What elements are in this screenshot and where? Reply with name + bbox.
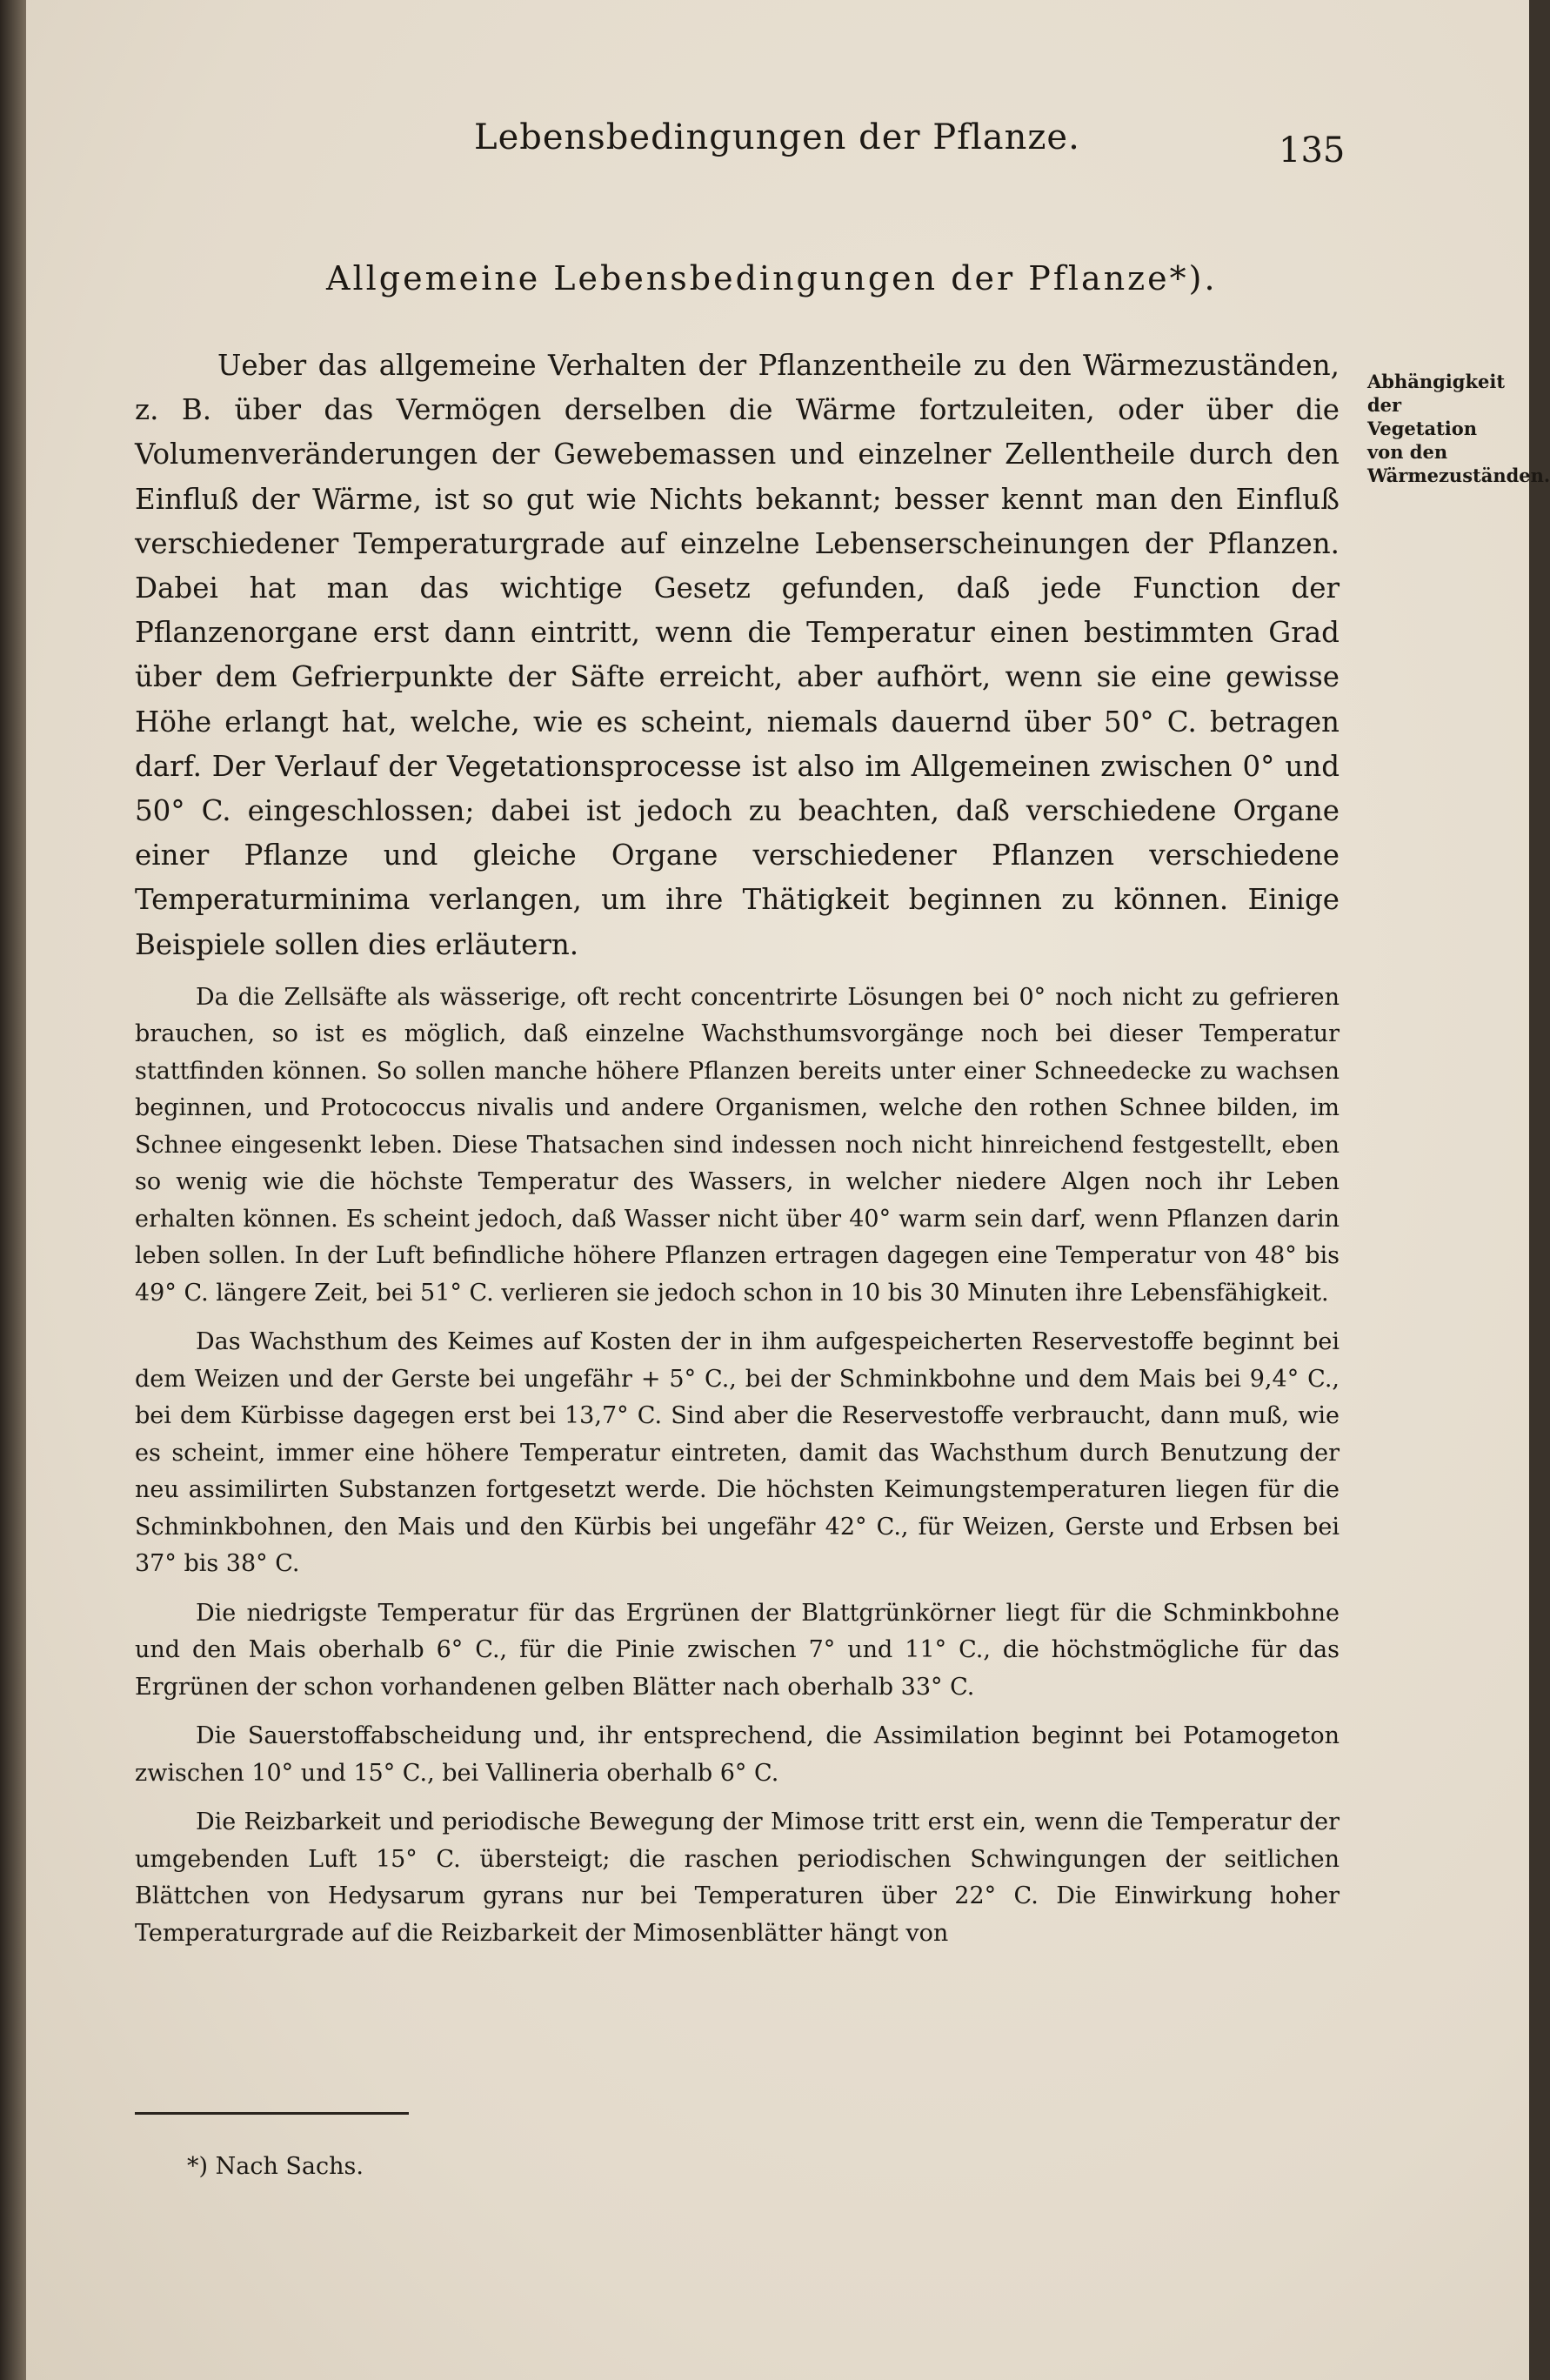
- body-text: [135, 344, 1340, 1952]
- section-title: Allgemeine Lebensbedingungen der Pflanze*).: [326, 259, 1218, 298]
- paragraph: Die niedrigste Temperatur für das Ergrünen der Blattgrünkörner liegt für die Schminkbohne und den Mais oberhalb 6° C., für die Pinie zwischen 7° und 11° C., die höchstmögliche für das Ergrünen der schon vorhandenen gelben Blätter nach oberhalb 33° C.: [135, 1599, 1340, 1701]
- paragraph: Das Wachsthum des Keimes auf Kosten der in ihm aufgespeicherten Reservestoffe beginnt bei dem Weizen und der Gerste bei ungefähr + 5° C., bei der Schminkbohne und dem Mais bei 9,4° C., bei dem Kürbisse dagegen erst bei 13,7° C. Sind aber die Reservestoffe verbraucht, dann muß, wie es scheint, immer eine höhere Temperatur eintreten, damit das Wachsthum durch Benutzung der neu assimilirten Substanzen fortgesetzt werde. Die höchsten Keimungstemperaturen liegen für die Schminkbohnen, den Mais und den Kürbis bei ungefähr 42° C., für Weizen, Gerste und Erbsen bei 37° bis 38° C.: [135, 1328, 1340, 1578]
- paragraph: Ueber das allgemeine Verhalten der Pflanzentheile zu den Wärmezuständen, z. B. über das Vermögen derselben die Wärme fortzuleiten, oder über die Volumenveränderungen der Gewebemassen und einzelner Zellentheile durch den Einfluß der Wärme, ist so gut wie Nichts bekannt; besser kennt man den Einfluß verschiedener Temperaturgrade auf einzelne Lebenserscheinungen der Pflanzen. Dabei hat man das wichtige Gesetz gefunden, daß jede Function der Pflanzenorgane erst dann eintritt, wenn die Temperatur einen bestimmten Grad über dem Gefrierpunkte der Säfte erreicht, aber aufhört, wenn sie eine gewisse Höhe erlangt hat, welche, wie es scheint, niemals dauernd über 50° C. betragen darf. Der Verlauf der Vegetationsprocesse ist also im Allgemeinen zwischen 0° und 50° C. eingeschlossen; dabei ist jedoch zu beachten, daß verschiedene Organe einer Pflanze und gleiche Organe verschiedener Pflanzen verschiedene Temperaturminima verlangen, um ihre Thätigkeit beginnen zu können. Einige Beispiele sollen dies erläutern.: [135, 349, 1340, 961]
- book-binding: [0, 0, 26, 2380]
- footnote-rule: [135, 2112, 409, 2115]
- marginal-note: Abhängigkeit der Vegetation von den Wärmezuständen.: [1367, 371, 1550, 486]
- running-header: Lebensbedingungen der Pflanze.: [474, 117, 1080, 157]
- paragraph: Die Reizbarkeit und periodische Bewegung der Mimose tritt erst ein, wenn die Temperatur der umgebenden Luft 15° C. übersteigt; die raschen periodischen Schwingungen der seitlichen Blättchen von Hedysarum gyrans nur bei Temperaturen über 22° C. Die Einwirkung hoher Temperaturgrade auf die Reizbarkeit der Mimosenblätter hängt von: [135, 1808, 1340, 1947]
- footnote: *) Nach Sachs.: [187, 2153, 364, 2180]
- paragraph: Da die Zellsäfte als wässerige, oft recht concentrirte Lösungen bei 0° noch nicht zu gefrieren brauchen, so ist es möglich, daß einzelne Wachsthumsvorgänge noch bei dieser Temperatur stattfinden können. So sollen manche höhere Pflanzen bereits unter einer Schneedecke zu wachsen beginnen, und Protococcus nivalis und andere Organismen, welche den rothen Schnee bilden, im Schnee eingesenkt leben. Diese Thatsachen sind indessen noch nicht hinreichend festgestellt, eben so wenig wie die höchste Temperatur des Wassers, in welcher niedere Algen noch ihr Leben erhalten können. Es scheint jedoch, daß Wasser nicht über 40° warm sein darf, wenn Pflanzen darin leben sollen. In der Luft befindliche höhere Pflanzen ertragen dagegen eine Temperatur von 48° bis 49° C. längere Zeit, bei 51° C. verlieren sie jedoch schon in 10 bis 30 Minuten ihre Lebensfähigkeit.: [135, 983, 1340, 1307]
- page-number: 135: [1279, 130, 1346, 170]
- paragraph: Die Sauerstoffabscheidung und, ihr entsprechend, die Assimilation beginnt bei Potamogeton zwischen 10° und 15° C., bei Vallineria oberhalb 6° C.: [135, 1722, 1340, 1787]
